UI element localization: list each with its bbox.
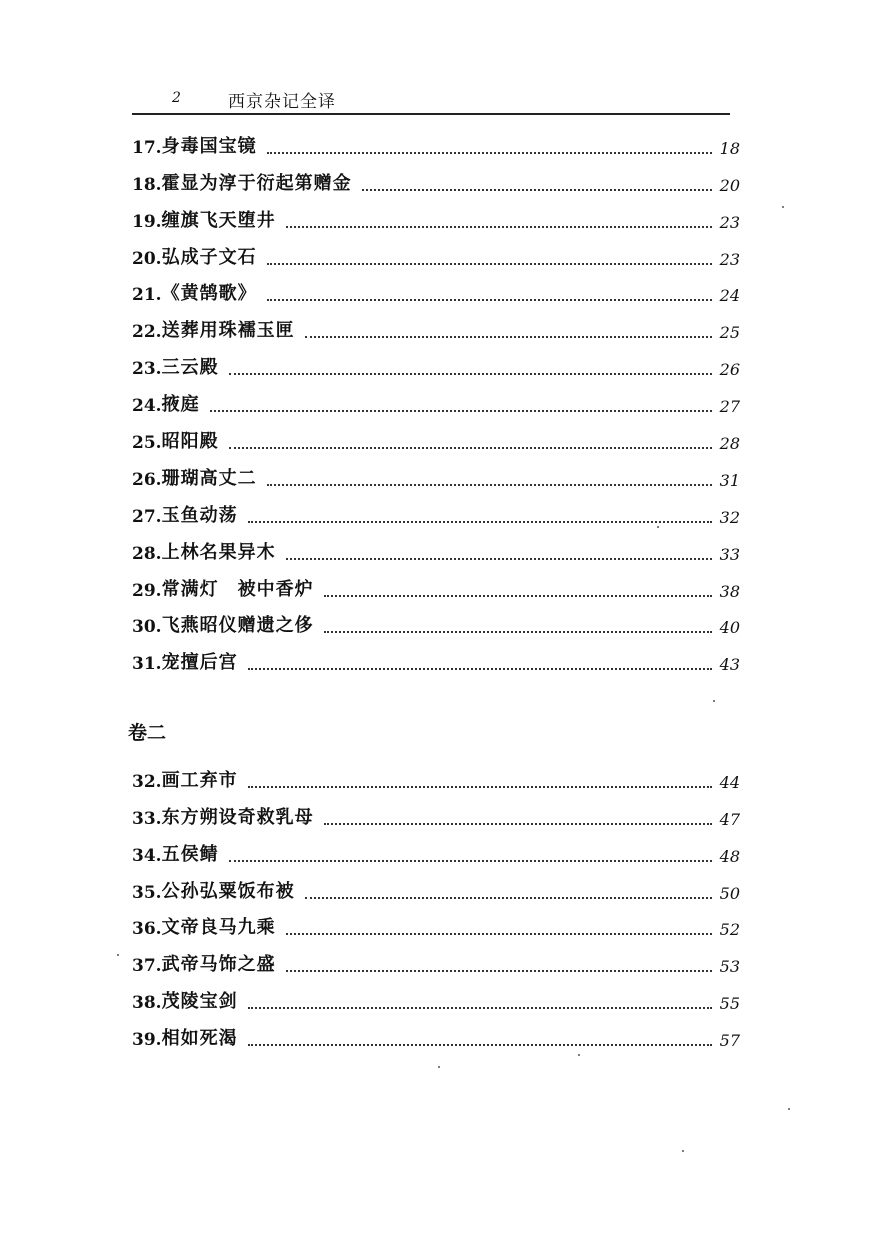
entry-page: 25 <box>719 323 740 343</box>
dot-leader <box>286 558 712 560</box>
dot-leader <box>248 1007 712 1009</box>
entry-page: 27 <box>719 397 740 417</box>
scan-speck <box>682 1150 684 1152</box>
toc-entry[interactable] <box>132 761 740 798</box>
dot-leader <box>248 521 712 523</box>
entry-page: 55 <box>719 994 740 1014</box>
toc-entry[interactable] <box>132 798 740 835</box>
toc-entry[interactable] <box>132 496 740 533</box>
dot-leader <box>267 263 712 265</box>
page-number: 2 <box>172 90 181 106</box>
entry-title: 掖庭 <box>161 394 200 416</box>
toc-entry[interactable] <box>132 909 740 946</box>
dot-leader <box>305 897 712 899</box>
entry-title: 《黄鹄歌》 <box>161 283 257 305</box>
entry-title: 送葬用珠襦玉匣 <box>161 320 295 342</box>
entry-title: 画工弃市 <box>161 769 238 791</box>
toc-entry[interactable] <box>132 533 740 570</box>
toc-entry[interactable] <box>132 570 740 607</box>
entry-title: 宠擅后宫 <box>161 652 238 674</box>
toc-entry[interactable] <box>132 201 740 238</box>
section-heading: 卷二 <box>128 722 167 744</box>
entry-title: 飞燕昭仪赠遗之侈 <box>161 615 314 637</box>
entry-title: 武帝马饰之盛 <box>161 954 276 976</box>
scan-speck <box>657 526 659 528</box>
entry-number: 27. <box>132 506 162 527</box>
toc-entry[interactable] <box>132 422 740 459</box>
entry-title: 茂陵宝剑 <box>161 991 238 1013</box>
entry-number: 28. <box>132 543 162 564</box>
dot-leader <box>324 823 712 825</box>
entry-page: 26 <box>719 360 740 380</box>
toc-entry[interactable] <box>132 275 740 312</box>
toc-entry[interactable] <box>132 127 740 164</box>
toc-entry[interactable] <box>132 643 740 680</box>
entry-number: 30. <box>132 617 162 638</box>
entry-number: 39. <box>132 1030 162 1051</box>
dot-leader <box>324 595 712 597</box>
dot-leader <box>229 860 712 862</box>
entry-number: 32. <box>132 771 162 792</box>
entry-page: 53 <box>719 957 740 977</box>
toc-entry[interactable] <box>132 945 740 982</box>
entry-page: 52 <box>719 920 740 940</box>
scan-speck <box>788 1108 790 1110</box>
entry-page: 23 <box>719 212 740 232</box>
dot-leader <box>248 1044 712 1046</box>
entry-title: 相如死渴 <box>161 1028 238 1050</box>
dot-leader <box>248 668 712 670</box>
toc-entry[interactable] <box>132 1019 740 1056</box>
entry-number: 20. <box>132 248 162 269</box>
entry-page: 44 <box>719 772 740 792</box>
entry-title: 文帝良马九乘 <box>161 917 276 939</box>
entry-number: 19. <box>132 211 162 232</box>
entry-title: 东方朔设奇救乳母 <box>161 806 314 828</box>
entry-title: 三云殿 <box>161 357 219 379</box>
entry-number: 25. <box>132 433 162 454</box>
entry-number: 36. <box>132 919 162 940</box>
entry-number: 35. <box>132 882 162 903</box>
entry-number: 21. <box>132 285 162 306</box>
dot-leader <box>210 410 712 412</box>
toc-section-2 <box>132 761 740 1056</box>
entry-page: 18 <box>719 138 740 158</box>
entry-page: 20 <box>719 175 740 195</box>
dot-leader <box>286 226 712 228</box>
entry-page: 40 <box>719 618 740 638</box>
toc-entry[interactable] <box>132 982 740 1019</box>
dot-leader <box>267 299 712 301</box>
dot-leader <box>324 631 712 633</box>
toc-entry[interactable] <box>132 459 740 496</box>
entry-title: 身毒国宝镜 <box>161 135 257 157</box>
entry-number: 26. <box>132 469 162 490</box>
entry-number: 18. <box>132 174 162 195</box>
dot-leader <box>286 933 712 935</box>
entry-page: 57 <box>719 1031 740 1051</box>
scan-speck <box>438 1066 440 1068</box>
entry-title: 公孙弘粟饭布被 <box>161 880 295 902</box>
entry-page: 24 <box>719 286 740 306</box>
scan-speck <box>578 1054 580 1056</box>
entry-title: 缠旗飞天堕井 <box>161 209 276 231</box>
entry-title: 五侯鲭 <box>161 843 219 865</box>
entry-page: 48 <box>719 846 740 866</box>
entry-page: 28 <box>719 434 740 454</box>
entry-page: 43 <box>719 655 740 675</box>
entry-page: 32 <box>719 507 740 527</box>
entry-title: 常满灯 被中香炉 <box>161 578 314 600</box>
page-header <box>132 86 732 112</box>
dot-leader <box>362 189 712 191</box>
toc-entry[interactable] <box>132 311 740 348</box>
entry-number: 31. <box>132 654 162 675</box>
entry-number: 29. <box>132 580 162 601</box>
entry-title: 弘成子文石 <box>161 246 257 268</box>
entry-number: 34. <box>132 845 162 866</box>
entry-page: 33 <box>719 544 740 564</box>
entry-page: 50 <box>719 883 740 903</box>
dot-leader <box>267 484 712 486</box>
entry-number: 24. <box>132 396 162 417</box>
toc-entry[interactable] <box>132 872 740 909</box>
scan-speck <box>782 206 784 208</box>
toc-entry[interactable] <box>132 164 740 201</box>
dot-leader <box>229 373 712 375</box>
entry-number: 23. <box>132 359 162 380</box>
dot-leader <box>229 447 712 449</box>
header-rule <box>132 113 730 115</box>
entry-title: 珊瑚高丈二 <box>161 467 257 489</box>
toc-entry[interactable] <box>132 385 740 422</box>
entry-title: 昭阳殿 <box>161 431 219 453</box>
scan-speck <box>117 954 119 956</box>
toc-entry[interactable] <box>132 348 740 385</box>
toc-entry[interactable] <box>132 238 740 275</box>
toc-entry[interactable] <box>132 607 740 644</box>
entry-page: 38 <box>719 581 740 601</box>
entry-page: 31 <box>719 470 740 490</box>
entry-number: 22. <box>132 322 162 343</box>
scan-speck <box>713 700 715 702</box>
entry-title: 上林名果异木 <box>161 541 276 563</box>
dot-leader <box>248 786 712 788</box>
entry-title: 霍显为淳于衍起第赠金 <box>161 172 352 194</box>
entry-number: 17. <box>132 137 162 158</box>
entry-page: 23 <box>719 249 740 269</box>
entry-page: 47 <box>719 809 740 829</box>
entry-number: 37. <box>132 956 162 977</box>
entry-number: 33. <box>132 808 162 829</box>
entry-number: 38. <box>132 993 162 1014</box>
dot-leader <box>267 152 712 154</box>
toc-entry[interactable] <box>132 835 740 872</box>
entry-title: 玉鱼动荡 <box>161 504 238 526</box>
book-title: 西京杂记全译 <box>228 92 336 112</box>
toc-section-1 <box>132 127 740 680</box>
dot-leader <box>286 970 712 972</box>
dot-leader <box>305 336 712 338</box>
